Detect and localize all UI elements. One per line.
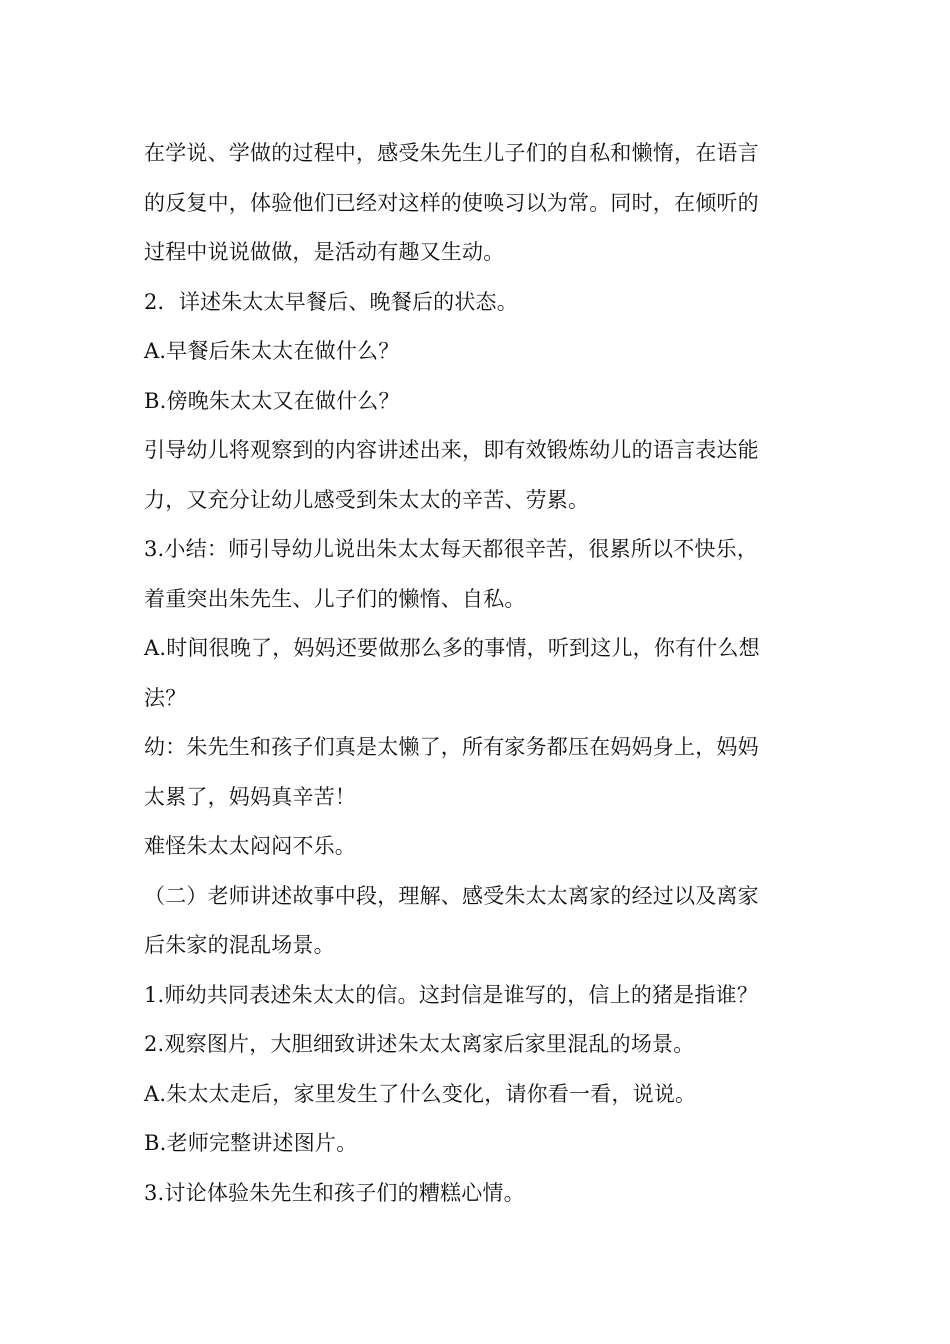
text-line: A.早餐后朱太太在做什么？ bbox=[144, 339, 400, 363]
text-line: 1.师幼共同表述朱太太的信。这封信是谁写的，信上的猪是指谁？ bbox=[144, 982, 759, 1007]
text-line: 太累了，妈妈真辛苦！ bbox=[144, 784, 356, 809]
text-line: 引导幼儿将观察到的内容讲述出来，即有效锻炼幼儿的语言表达能 bbox=[144, 438, 759, 462]
text-line: B.老师完整讲述图片。 bbox=[144, 1131, 358, 1155]
text-line: 力，又充分让幼儿感受到朱太太的辛苦、劳累。 bbox=[144, 487, 590, 512]
text-line: A.朱太太走后，家里发生了什么变化，请你看一看，说说。 bbox=[144, 1081, 697, 1106]
text-line: 法？ bbox=[144, 685, 187, 710]
text-line: 着重突出朱先生、儿子们的懒惰、自私。 bbox=[144, 586, 526, 611]
text-line: 后朱家的混乱场景。 bbox=[144, 933, 335, 957]
text-line: （二）老师讲述故事中段，理解、感受朱太太离家的经过以及离家 bbox=[144, 883, 759, 908]
text-line: 3.小结：师引导幼儿说出朱太太每天都很辛苦，很累所以不快乐， bbox=[144, 537, 759, 561]
text-line: 2.观察图片，大胆细致讲述朱太太离家后家里混乱的场景。 bbox=[144, 1032, 695, 1056]
text-line: 幼：朱先生和孩子们真是太懒了，所有家务都压在妈妈身上，妈妈 bbox=[144, 735, 759, 759]
document-body bbox=[144, 133, 824, 1222]
text-line: 过程中说说做做，是活动有趣又生动。 bbox=[144, 240, 505, 264]
text-line: 的反复中，体验他们已经对这样的使唤习以为常。同时，在倾听的 bbox=[144, 190, 759, 215]
text-line: A.时间很晚了，妈妈还要做那么多的事情，听到这儿，你有什么想 bbox=[144, 636, 760, 660]
text-line: 2．详述朱太太早餐后、晚餐后的状态。 bbox=[144, 289, 518, 314]
text-line: 难怪朱太太闷闷不乐。 bbox=[144, 834, 356, 858]
text-line: B.傍晚朱太太又在做什么？ bbox=[144, 388, 400, 413]
text-line: 在学说、学做的过程中，感受朱先生儿子们的自私和懒惰，在语言 bbox=[144, 141, 759, 165]
text-line: 3.讨论体验朱先生和孩子们的糟糕心情。 bbox=[144, 1180, 525, 1205]
